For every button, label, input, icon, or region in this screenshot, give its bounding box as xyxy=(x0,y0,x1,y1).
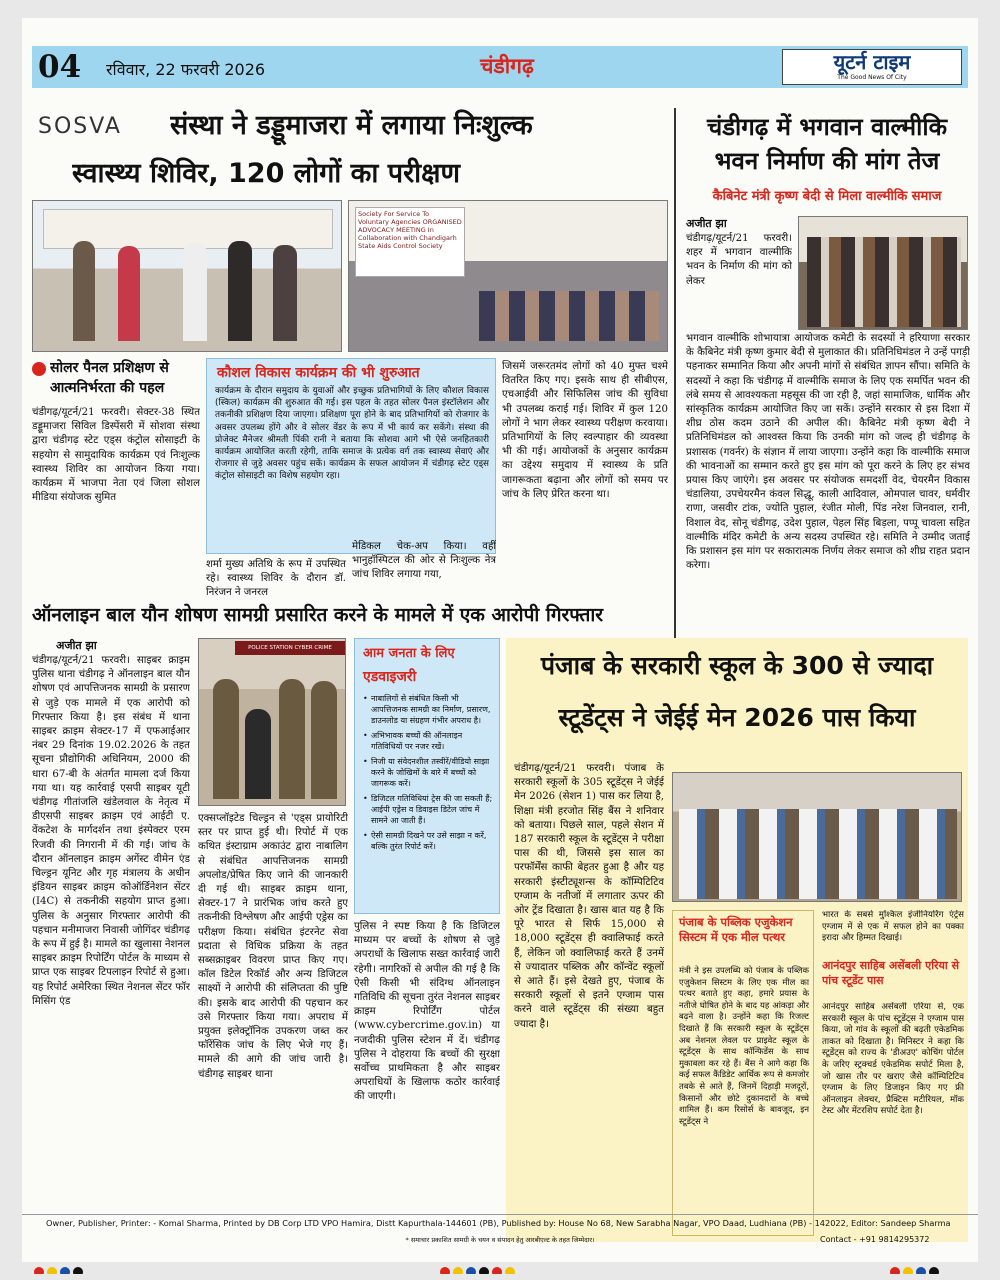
punjab-column-3b: आनंदपुर साहिब असेंबली एरिया से, एक सरकारी स्कूल के पांच स्टूडेंट्स ने एग्जाम पास किया, जो गांव के स्कूलों की बढ़ती एकेडमिक ताकत को दिखाता है। मिनिस्टर ने कहा कि स्टूडेंट्स को राज्य के 'डीअउए' कोचिंग पोर्टल के जरिए स्ट्रक्चर्ड एकेडमिक सपोर्ट मिला है, जो खास तौर पर खराए जैसे कॉम्पिटिटिव एग्जाम के लिए डिजाइन किए गए फ्री ऑनलाइन लेक्चर, प्रैक्टिस मटीरियल, मॉक टेस्ट और मेंटरशिप सपोर्ट देता है। xyxy=(822,1002,964,1117)
advisory-item: • डिजिटल गतिविधियां ट्रेस की जा सकती हैं; आईपी एड्रेस व डिवाइस डिटेल जांच में सामने आ जाती हैं। xyxy=(363,794,493,825)
blue-reg-dot xyxy=(466,1267,476,1274)
milestone-body: मंत्री ने इस उपलब्धि को पंजाब के पब्लिक एजुकेशन सिस्टम के लिए एक मील का पत्थर बताते हुए कहा, हमारे प्रयास के नतीजे घोषित होने के बाद यह आंकड़ा और बढ़ने वाला है। उन्होंने कहा कि रिजल्ट दिखाते हैं कि सरकारी स्कूल के स्टूडेंट्स अब नेशनल लेवल पर प्राइवेट स्कूल के स्टूडेंट्स के साथ कॉन्फिडेंस के साथ मुकाबला कर रहे हैं। बैंस ने आगे कहा कि कई सफल कैंडिडेट आर्थिक रूप से कमजोर तबके से आते हैं, जिनमें दिहाड़ी मजदूरों, किसानों और छोटे दुकानदारों के बच्चे शामिल हैं। कम रिसोर्स के बावजूद, इन स्टूडेंट्स ने xyxy=(679,965,809,1126)
sosva-headline-1: संस्था ने डड्डूमाजरा में लगाया निःशुल्क xyxy=(170,110,533,141)
valmiki-body: भगवान वाल्मीकि शोभायात्रा आयोजक कमेटी के सदस्यों ने हरियाणा सरकार के कैबिनेट मंत्री कृष्ण कुमार बेदी से मुलाकात की। प्रतिनिधिमंडल ने उन्हें पगड़ी पहनाकर सम्मानित किया और अपनी मांगों से संबंधित ज्ञापन सौंपा। समिति के सदस्यों ने कहा कि चंडीगढ़ में वाल्मीकि समाज के लिए एक समर्पित भवन की लंबे समय से आवश्यकता महसूस की जा रही है, जहां सामाजिक, धार्मिक और सांस्कृतिक कार्यक्रम आयोजित किए जा सकें। उन्होंने सरकार से इस दिशा में शीघ्र ठोस कदम उठाने की अपील की। कैबिनेट मंत्री कृष्ण बेदी ने प्रतिनिधिमंडल को आश्वस्त किया कि उनकी मांग को जल्द ही चंडीगढ़ के प्रशासक (गवर्नर) के संज्ञान में लाया जाएगा। उन्होंने कहा कि वाल्मीकि समाज की भावनाओं का सम्मान करते हुए इस मांग को पूरा करने के लिए हर संभव प्रयास किए जाएंगे। इस अवसर पर संयोजक समदर्शी वेद, चेयरमैन विकास चंडालिया, उपचेयरमैन कंवल सिद्धू, काली आदिवाल, ओमपाल चावर, धर्मवीर राणा, जसवीर टांक, ज्योति पुहाल, रंजीत मोली, पिंड नरेश जिनवाल, रानी, विशाल वेद, सोनू चंडीगढ़, उदेश पुहाल, पेहल सिंह बिड़ला, पप्पू चावला सहित वाल्मीकि मंदिर कमेटी के अन्य सदस्य उपस्थित रहे। समिति ने उम्मीद जताई कि प्रशासन इस मांग पर सकारात्मक निर्णय लेकर समाज को शीघ्र राहत प्रदान करेगा। xyxy=(686,333,970,572)
cyber-column-3: पुलिस ने स्पष्ट किया है कि डिजिटल माध्यम पर बच्चों के शोषण से जुड़े अपराधों के खिलाफ सख्त कार्रवाई जारी रहेगी। नागरिकों से अपील की गई है कि ऐसी किसी भी संदिग्ध ऑनलाइन गतिविधि की सूचना तुरंत नेशनल साइबर क्राइम रिपोर्टिंग पोर्टल (www.cybercrime.gov.in) या नजदीकी पुलिस स्टेशन में दें। चंडीगढ़ पुलिस ने दोहराया कि बच्चों की सुरक्षा सर्वोच्च प्राथमिकता है और साइबर अपराधियों के खिलाफ कठोर कार्रवाई की जाएगी। xyxy=(354,921,500,1103)
red-reg-dot xyxy=(440,1267,450,1274)
blue-reg-dot xyxy=(60,1267,70,1274)
valmiki-subheading: कैबिनेट मंत्री कृष्ण बेदी से मिला वाल्मीकि समाज xyxy=(712,189,942,204)
black-reg-dot xyxy=(479,1267,489,1274)
brand-name: यूटर्न टाइम xyxy=(833,50,911,74)
bullet-icon: • xyxy=(363,731,368,740)
sosva-headline-2: स्वास्थ्य शिविर, 120 लोगों का परीक्षण xyxy=(72,158,461,189)
students-writing xyxy=(679,809,957,899)
sosva-column-1: चंडीगढ़/यूटर्न/21 फरवरी। सेक्टर-38 स्थित डड्डूमाजरा सिविल डिस्पेंसरी में सोशवा संस्था द्वारा चंडीगढ़ स्टेट एड्स कंट्रोल सोसाइटी के सहयोग से सामुदायिक कार्यक्रम एवं निःशुल्क स्वास्थ्य शिविर का आयोजन किया गया। कार्यक्रम में भाजपा नेता एवं जिला सोशल मीडिया संयोजक सुमित xyxy=(32,407,200,504)
black-reg-dot xyxy=(73,1267,83,1274)
footer-area xyxy=(22,1244,978,1262)
milestone-heading: पंजाब के पब्लिक एजुकेशन सिस्टम में एक मील पत्थर xyxy=(679,915,793,944)
disclaimer-note: * समाचार प्रकाशित सामग्री के चयन व संपादन हेतु आरबीएल्ट के तहत जिम्मेदार। xyxy=(405,1236,595,1244)
cyber-column-2: एक्सप्लॉइटेड चिल्ड्रन से 'एड्स प्रायोरिटी स्तर पर प्राप्त हुई थी। रिपोर्ट में एक कथित इंस्टाग्राम अकाउंट द्वारा नाबालिग से संबंधित आपत्तिजनक सामग्री अपलोड/प्रेषित किए जाने की जानकारी दी गई थी। साइबर क्राइम थाना, सेक्टर-17 ने प्रारंभिक जांच करते हुए तकनीकी विश्लेषण और आईपी एड्रेस का परीक्षण किया। संबंधित इंटरनेट सेवा प्रदाता से विधिक प्रक्रिया के तहत सब्सक्राइबर विवरण प्राप्त किए गए। कॉल डिटेल रिकॉर्ड और अन्य डिजिटल साक्ष्यों ने आरोपी की संलिप्तता की पुष्टि की। इसके बाद आरोपी की पहचान कर उसे गिरफ्तार किया गया। अपराध में प्रयुक्त इलेक्ट्रॉनिक उपकरण जब्त कर फॉरेंसिक जांच के लिए भेजे गए हैं। मामले की आगे की जांच जारी है। चंडीगढ़ साइबर थाना xyxy=(198,813,348,1080)
yellow-reg-dot xyxy=(903,1267,913,1274)
advisory-box xyxy=(354,638,500,914)
advisory-item: • अभिभावक बच्चों की ऑनलाइन गतिविधियों पर नजर रखें। xyxy=(363,731,463,751)
sosva-logo: SOSVA xyxy=(38,114,122,139)
milestone-box xyxy=(672,910,814,1236)
red-reg-dot xyxy=(890,1267,900,1274)
bullet-icon: • xyxy=(363,694,368,703)
column-divider xyxy=(674,108,676,648)
registration-marks-left xyxy=(34,1262,114,1274)
sosva-photo-2 xyxy=(348,200,668,352)
bullet-dot xyxy=(32,362,46,376)
sosva-column-2a: शर्मा मुख्य अतिथि के रूप में उपस्थित रहे। स्वास्थ्य शिविर के दौरान डॉ. निरंजन ने जनरल xyxy=(206,559,346,598)
audience-crowd xyxy=(479,291,659,341)
advisory-item: • नाबालिगों से संबंधित किसी भी आपत्तिजनक सामग्री का निर्माण, प्रसारण, डाउनलोड या संग्रहण गंभीर अपराध है। xyxy=(363,694,491,725)
person-figure xyxy=(183,243,207,341)
footer-rule xyxy=(22,1214,978,1215)
police-officer xyxy=(311,681,337,799)
contact-line: Contact - +91 9814295372 xyxy=(820,1235,930,1244)
person-figure xyxy=(73,241,95,341)
cyber-byline: अजीत झा xyxy=(56,639,97,652)
valmiki-byline: अजीत झा xyxy=(686,217,727,230)
police-officer xyxy=(213,679,239,799)
brand-logo xyxy=(782,49,962,85)
accused-person xyxy=(245,709,271,799)
punjab-headline-1: पंजाब के सरकारी स्कूल के 300 से ज्यादा xyxy=(540,651,934,680)
advisory-heading-1: आम जनता के लिए xyxy=(363,646,455,661)
valmiki-headline: चंडीगढ़ में भगवान वाल्मीकि भवन निर्माण की मांग तेज xyxy=(706,113,948,175)
bullet-icon: • xyxy=(363,831,368,840)
registration-marks-right xyxy=(890,1262,970,1274)
blue-reg-dot xyxy=(916,1267,926,1274)
advisory-item: • निजी या संवेदनशील तस्वीरें/वीडियो साझा करने के जोखिमों के बारे में बच्चों को जागरूक करें। xyxy=(363,757,490,788)
delegation-group xyxy=(807,237,961,327)
advocacy-banner: Society For Service To Voluntary Agencies ORGANISED ADVOCACY MEETING In Collaboration with Chandigarh State Aids Control Society xyxy=(355,207,465,277)
skill-box xyxy=(206,358,496,554)
page-number: 04 xyxy=(38,49,82,85)
skill-body: कार्यक्रम के दौरान समुदाय के युवाओं और इच्छुक प्रतिभागियों के लिए कौशल विकास (स्किल) कार्यक्रम की शुरुआत की गई। इस पहल के तहत सोलर पैनल इंस्टॉलेशन और तकनीकी प्रशिक्षण दिया जाएगा। प्रशिक्षण पूरा होने के बाद प्रतिभागियों को रोजगार के अवसर उपलब्ध होंगे और वे सोलर वेंडर के रूप में भी कार्य कर सकेंगे। संस्था की प्रोजेक्ट मैनेजर श्रीमती पिंकी रानी ने बताया कि सोशवा आगे भी ऐसे जनहितकारी कार्यक्रम आयोजित करती रहेगी, ताकि समाज के प्रत्येक वर्ग तक स्वास्थ्य सेवाएं और रोजगार से जुड़े अवसर पहुंच सकें। कार्यक्रम के सफल आयोजन में चंडीगढ़ स्टेट एड्स कंट्रोल सोसाइटी का विशेष सहयोग रहा। xyxy=(215,386,489,482)
yellow-reg-dot xyxy=(453,1267,463,1274)
person-figure xyxy=(273,245,297,341)
red-reg-dot xyxy=(492,1267,502,1274)
issue-date: रविवार, 22 फरवरी 2026 xyxy=(106,60,266,79)
punjab-column-1: चंडीगढ़/यूटर्न/21 फरवरी। पंजाब के सरकारी स्कूलों के 305 स्टूडेंट्स ने जेईई मेन 2026 (सेशन 1) पास कर लिया है, शिक्षा मंत्री हरजोत सिंह बैंस ने शनिवार को बताया। पिछले साल, पहले सेशन में 187 सरकारी स्कूल के स्टूडेंट्स ने परीक्षा पास की थी, जिससे इस साल का परफॉर्मेंस काफी बेहतर हुआ है और यह सरकारी इंस्टीट्यूशन्स के कॉम्पिटिटिव एग्जाम के नतीजों में लगातार ऊपर की ओर ट्रेंड दिखाता है। खास बात यह है कि पूरे भारत से सिर्फ 15,000 से 18,000 स्टूडेंट्स ही क्वालिफाई करते हैं, लेकिन जो क्वालिफाई करते हैं उनमें से ज्यादातर पब्लिक और कॉन्वेंट स्कूलों से आते हैं। इसे देखते हुए, पंजाब के सरकारी स्कूलों से इतने एग्जाम पास करने वाले स्टूडेंट्स की संख्या बहुत ज्यादा है। xyxy=(514,763,664,1030)
yellow-reg-dot xyxy=(505,1267,515,1274)
registration-marks-center xyxy=(440,1262,560,1274)
black-reg-dot xyxy=(929,1267,939,1274)
cyber-headline: ऑनलाइन बाल यौन शोषण सामग्री प्रसारित करने के मामले में एक आरोपी गिरफ्तार xyxy=(32,604,604,626)
police-station-sign: POLICE STATION CYBER CRIME xyxy=(235,641,345,655)
advisory-list xyxy=(363,693,495,911)
person-figure xyxy=(228,241,252,341)
punjab-headline-2: स्टूडेंट्स ने जेईई मेन 2026 पास किया xyxy=(558,703,916,732)
punjab-column-3a: भारत के सबसे मुश्किल इंजीनियरिंग एंट्रेंस एग्जाम में से एक में सफल होने का पक्का इरादा और हिम्मत दिखाई। xyxy=(822,910,964,944)
sosva-column-2b: मेडिकल चेक-अप किया। वहीं भानुहॉस्पिटल की ओर से निःशुल्क नेत्र जांच शिविर लगाया गया, xyxy=(352,541,496,581)
skill-heading: कौशल विकास कार्यक्रम की भी शुरुआत xyxy=(217,365,420,381)
solar-subheading: सोलर पैनल प्रशिक्षण से आत्मनिर्भरता की पहल xyxy=(50,360,169,396)
advisory-item: • ऐसी सामग्री दिखने पर उसे साझा न करें, बल्कि तुरंत रिपोर्ट करें। xyxy=(363,831,487,851)
anandpur-heading: आनंदपुर साहिब असेंबली एरिया से पांच स्टूडेंट पास xyxy=(822,959,960,987)
advisory-heading-2: एडवाइजरी xyxy=(363,669,417,685)
sosva-column-3: जिसमें जरूरतमंद लोगों को 40 मुफ्त चश्मे वितरित किए गए। इसके साथ ही सीबीएस, एचआईवी और सिफिलिस जांच की सुविधा भी उपलब्ध कराई गई। शिविर में कुल 120 लोगों ने भाग लेकर स्वास्थ्य परीक्षण करवाया। प्रतिभागियों के लिए स्वल्पाहार की व्यवस्था भी की गई। आयोजकों के अनुसार कार्यक्रम का उद्देश्य समुदाय में स्वास्थ्य के प्रति जागरूकता बढ़ाना और लोगों को समय पर जांच के लिए प्रेरित करना था। xyxy=(502,361,668,500)
valmiki-photo xyxy=(798,216,968,330)
imprint-line: Owner, Publisher, Printer: - Komal Sharma, Printed by DB Corp LTD VPO Hamira, Distt Kapurthala-144601 (PB), Published by: House No 68, New Sarabha Nagar, VPO Daad, Ludhiana (PB) - 142022, Editor: Sandeep Sharma xyxy=(46,1218,951,1228)
person-figure xyxy=(118,246,140,341)
exam-hall-photo xyxy=(672,772,962,902)
sosva-photo-1 xyxy=(32,200,342,352)
red-reg-dot xyxy=(34,1267,44,1274)
brand-tagline: The Good News Of City xyxy=(837,74,907,81)
newspaper-page xyxy=(22,18,978,1262)
police-officer xyxy=(279,679,305,799)
bullet-icon: • xyxy=(363,757,368,766)
bullet-icon: • xyxy=(363,794,368,803)
yellow-reg-dot xyxy=(47,1267,57,1274)
cyber-photo xyxy=(198,638,346,806)
city-name: चंडीगढ़ xyxy=(480,54,534,78)
cyber-column-1: चंडीगढ़/यूटर्न/21 फरवरी। साइबर क्राइम पुलिस थाना चंडीगढ़ ने ऑनलाइन बाल यौन शोषण एवं आपत्तिजनक सामग्री के प्रसारण से जुड़े एक मामले में एक आरोपी को गिरफ्तार किया है। इस संबंध में थाना साइबर क्राइम सेक्टर-17 में एफआईआर नंबर 29 दिनांक 19.02.2026 के तहत सूचना प्रौद्योगिकी अधिनियम, 2000 की धारा 67-बी के अंतर्गत मामला दर्ज किया गया था। यह कार्रवाई एसपी साइबर यूटी चंडीगढ़ गीतांजलि खंडेलवाल के नेतृत्व में डीएसपी साइबर क्राइम एवं आईटी ए. वेंकटेश के मार्गदर्शन तथा इंस्पेक्टर एरम रिजवी की निगरानी में की गई। जांच के दौरान ऑनलाइन क्राइम अगेंस्ट वीमेन एंड चिल्ड्रन यूनिट और गृह मंत्रालय के अधीन इंडियन साइबर क्राइम कोऑर्डिनेशन सेंटर (I4C) से तकनीकी सहयोग प्राप्त हुआ। पुलिस के अनुसार गिरफ्तार आरोपी की पहचान मनीमाजरा निवासी जोगिंदर चंडीगढ़ के रूप में हुई है। मामले का खुलासा नेशनल साइबर क्राइम रिपोर्टिंग पोर्टल के माध्यम से प्राप्त एक साइबर टिपलाइन रिपोर्ट से हुआ। यह रिपोर्ट अमेरिका स्थित नेशनल सेंटर फॉर मिसिंग एंड xyxy=(32,655,190,1007)
valmiki-lead: चंडीगढ़/यूटर्न/21 फरवरी। शहर में भगवान वाल्मीकि भवन के निर्माण की मांग को लेकर xyxy=(686,233,792,287)
